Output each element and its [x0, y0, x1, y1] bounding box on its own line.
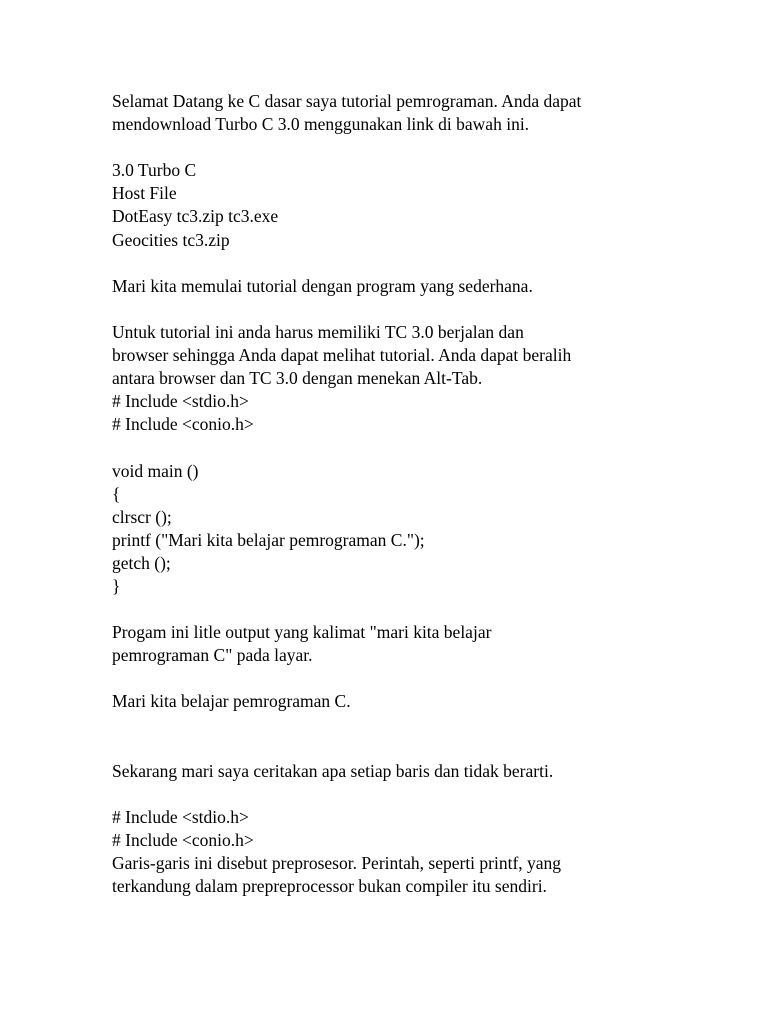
- program-explanation-paragraph: [112, 621, 672, 667]
- code-line: printf ("Mari kita belajar pemrograman C.");: [112, 529, 425, 550]
- code-line: # Include <stdio.h>: [112, 391, 249, 412]
- intro-paragraph: [112, 90, 672, 136]
- text-line: Garis-garis ini disebut preprosesor. Perintah, seperti printf, yang: [112, 853, 562, 874]
- code-line: # Include <stdio.h>: [112, 806, 249, 827]
- download-list-heading: 3.0 Turbo C: [112, 160, 197, 181]
- text-line: Sekarang mari saya ceritakan apa setiap baris dan tidak berarti.: [112, 760, 554, 781]
- text-line: Mari kita memulai tutorial dengan program yang sederhana.: [112, 275, 533, 296]
- code-line: # Include <conio.h>: [112, 830, 254, 850]
- code-line: }: [112, 575, 121, 596]
- download-list-row: DotEasy tc3.zip tc3.exe: [112, 206, 279, 227]
- code-line: clrscr ();: [112, 506, 172, 527]
- code-line: {: [112, 483, 121, 504]
- text-line: pemrograman C" pada layar.: [112, 645, 313, 666]
- download-list-header-row: Host File: [112, 183, 177, 204]
- code-sample: [112, 460, 672, 599]
- output-sample-paragraph: [112, 690, 672, 713]
- text-line: mendownload Turbo C 3.0 menggunakan link di bawah ini.: [112, 114, 530, 135]
- start-tutorial-paragraph: [112, 275, 672, 298]
- text-line: Progam ini litle output yang kalimat "mari kita belajar: [112, 622, 492, 643]
- text-line: browser sehingga Anda dapat melihat tutorial. Anda dapat beralih: [112, 345, 572, 366]
- preprocessor-explanation-paragraph: [112, 806, 672, 898]
- document-body: [112, 90, 672, 921]
- download-list-row: Geocities tc3.zip: [112, 229, 230, 250]
- download-list: [112, 159, 672, 251]
- text-line: antara browser dan TC 3.0 dengan menekan Alt-Tab.: [112, 368, 483, 389]
- text-line: Untuk tutorial ini anda harus memiliki TC 3.0 berjalan dan: [112, 321, 524, 342]
- text-line: Mari kita belajar pemrograman C.: [112, 691, 351, 712]
- line-by-line-intro-paragraph: [112, 760, 672, 783]
- code-line: void main (): [112, 460, 199, 481]
- code-line: getch ();: [112, 552, 171, 573]
- text-line: Selamat Datang ke C dasar saya tutorial pemrograman. Anda dapat: [112, 91, 582, 111]
- text-line: terkandung dalam prepreprocessor bukan compiler itu sendiri.: [112, 876, 547, 897]
- tc-instructions-paragraph: [112, 321, 672, 436]
- code-line: # Include <conio.h>: [112, 414, 254, 435]
